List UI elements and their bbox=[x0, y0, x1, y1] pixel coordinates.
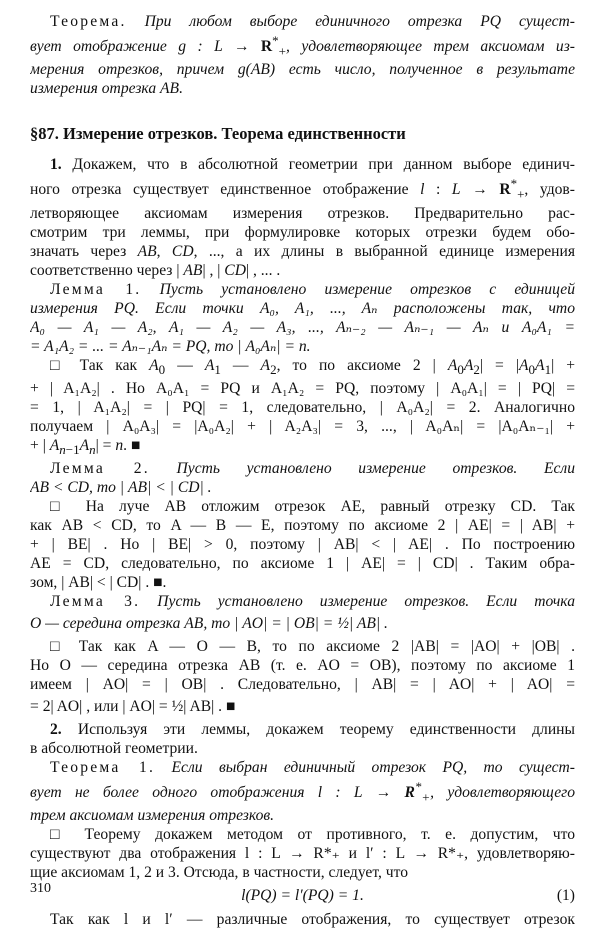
text-line: Лемма 3. Пусть установлено измерение отрезков. Если точка bbox=[50, 592, 575, 610]
text-line: 2. Используя эти леммы, докажем теорему единственности длины bbox=[50, 720, 575, 738]
text-line: соответственно через | AB| , | CD| , ... . bbox=[30, 261, 281, 279]
page-number: 310 bbox=[30, 881, 51, 896]
text-line: смотрим три леммы, при формулировке которых отрезки будем обо- bbox=[30, 223, 575, 241]
text-line: летворяющее аксиомам измерения отрезков. Предварительно рас- bbox=[30, 204, 575, 222]
text-line: ного отрезка существует единственное отображение l : $L \to R^*_+$, удов- bbox=[30, 176, 575, 202]
text-line: 1. Докажем, что в абсолютной геометрии при данном выборе единич- bbox=[50, 156, 575, 174]
text-line: трем аксиомам измерения отрезков. bbox=[30, 807, 275, 825]
text-line: AE = CD, следовательно, по аксиоме 1 | AE| = | CD| . Таким обра- bbox=[30, 554, 575, 572]
text-line: Лемма 2. Пусть установлено измерение отрезков. Если bbox=[50, 459, 575, 477]
text-line: значать через AB, CD, ..., а их длины в выбранной единице измерения bbox=[30, 242, 575, 260]
equation-text: l(PQ) = l′(PQ) = 1. bbox=[241, 887, 364, 905]
text-line: Теорема. При любом выборе единичного отрезка PQ сущест- bbox=[50, 13, 575, 30]
text-line: Но O — середина отрезка AB (т. е. AO = OB), поэтому по аксиоме 1 bbox=[30, 656, 575, 674]
text-line: существуют два отображения l : L → R*₊ и l′ : L → R*₊, удовлетворяю- bbox=[30, 845, 575, 863]
text-line: □ На луче AB отложим отрезок AE, равный отрезку CD. Так bbox=[50, 497, 575, 515]
theorem-block bbox=[30, 12, 575, 98]
text-line: щие аксиомам 1, 2 и 3. Отсюда, в частности, следует, что bbox=[30, 864, 409, 882]
page-content bbox=[30, 12, 575, 929]
text-line: измерения PQ. Если точки A₀, A₁, ..., Aₙ расположены так, что bbox=[30, 299, 575, 317]
text-line: в абсолютной геометрии. bbox=[30, 739, 198, 757]
text-line: вует отображение g : $L \to R^*_+$, удовлетворяющее трем аксиомам из- bbox=[30, 33, 575, 59]
text-line: Теорема 1. Если выбран единичный отрезок PQ, то сущест- bbox=[50, 758, 575, 776]
text-line: Так как l и l′ — различные отображения, то существует отрезок bbox=[50, 911, 575, 929]
section-heading: §87. Измерение отрезков. Теорема единственности bbox=[30, 124, 406, 144]
text-line: + | $A_{n-1}A_n| = n$. ■ bbox=[30, 436, 141, 457]
text-line: □ Так как A — O — B, то по аксиоме 2 |AB| = |AO| + |OB| . bbox=[50, 637, 575, 655]
equation-number: (1) bbox=[556, 887, 575, 905]
text-line: измерения отрезка AB. bbox=[30, 80, 183, 98]
text-line: O — середина отрезка AB, то | AO| = | OB| = ½| AB| . bbox=[30, 614, 388, 632]
text-line: + | A₁A₂| . Но A₀A₁ = PQ и A₁A₂ = PQ, поэтому | A₀A₁| = | PQ| = bbox=[30, 379, 575, 397]
equation bbox=[30, 882, 575, 910]
text-line: Лемма 1. Пусть установлено измерение отрезков с единицей bbox=[50, 280, 575, 298]
text-line: = 1, | A₁A₂| = | PQ| = 1, следовательно, | A₀A₂| = 2. Аналогично bbox=[30, 398, 575, 416]
text-line: как AB < CD, то A — B — E, поэтому по аксиоме 2 | AE| = | AB| + bbox=[30, 516, 575, 534]
text-line: + | BE| . Но | BE| > 0, поэтому | AB| < | AE| . По построению bbox=[30, 535, 575, 553]
text-line: вует не более одного отображения l : $L \to R^*_+$, удовлетворяющего bbox=[30, 778, 575, 805]
text-line: = A₁A₂ = ... = Aₙ₋₁Aₙ = PQ, то | A₀Aₙ| = n. bbox=[30, 337, 311, 355]
text-line: мерения отрезков, причем g(AB) есть число, полученное в результате bbox=[30, 61, 575, 79]
text-line: □ Так как $A_0$ — $A_1$ — $A_2$, то по аксиоме 2 | $A_0A_2| = |A_0A_1|$ + bbox=[50, 356, 575, 377]
text-line: имеем | AO| = | OB| . Следовательно, | AB| = | AO| + | AO| = bbox=[30, 675, 575, 693]
text-line: A₀ — A₁ — A₂, A₁ — A₂ — A₃, ..., Aₙ₋₂ — Aₙ₋₁ — Aₙ и A₀A₁ = bbox=[30, 318, 575, 336]
text-line: AB < CD, то | AB| < | CD| . bbox=[30, 478, 212, 496]
text-line: зом, | AB| < | CD| . ■. bbox=[30, 573, 167, 591]
text-line: получаем | A₀A₃| = |A₀A₂| + | A₂A₃| = 3, ..., | A₀Aₙ| = |A₀Aₙ₋₁| + bbox=[30, 417, 575, 435]
text-line: □ Теорему докажем методом от противного, т. е. допустим, что bbox=[50, 826, 575, 844]
text-line: = 2| AO| , или | AO| = ½| AB| . ■ bbox=[30, 697, 236, 715]
